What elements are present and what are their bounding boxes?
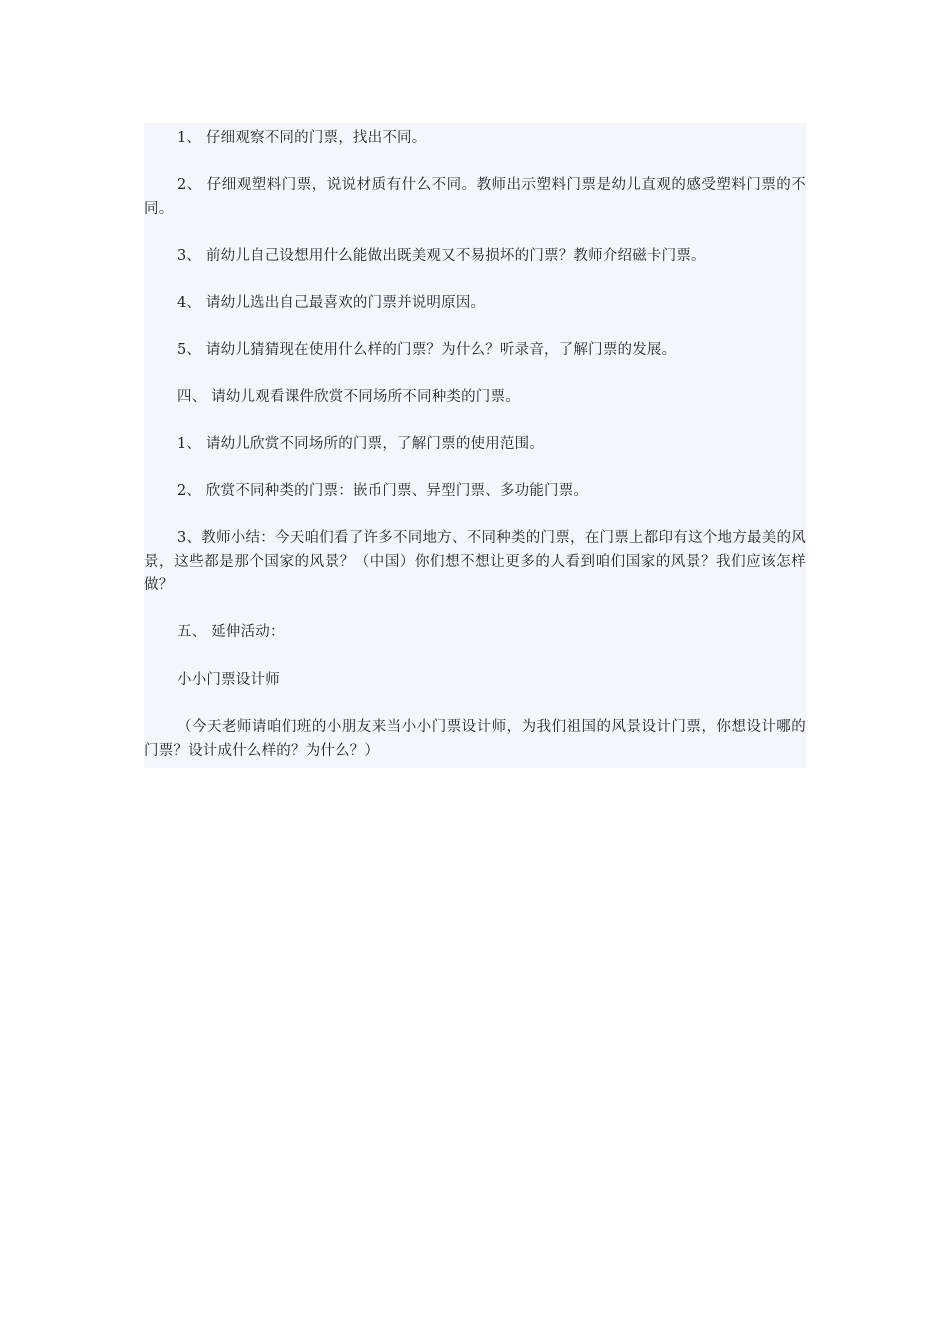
section-heading-four: 四、 请幼儿观看课件欣赏不同场所不同种类的门票。 bbox=[177, 389, 520, 405]
paragraph-design-idea: 3、 前幼儿自己设想用什么能做出既美观又不易损坏的门票？教师介绍磁卡门票。 bbox=[177, 248, 706, 264]
paragraph-venue-tickets: 1、 请幼儿欣赏不同场所的门票，了解门票的使用范围。 bbox=[177, 436, 545, 452]
document-body bbox=[144, 123, 806, 768]
activity-title: 小小门票设计师 bbox=[177, 672, 280, 688]
paragraph-activity-description: （今天老师请咱们班的小朋友来当小小门票设计师，为我们祖国的风景设计门票，你想设计哪的门票？设计成什么样的？为什么？） bbox=[144, 719, 806, 759]
paragraph-plastic-tickets: 2、 仔细观塑料门票，说说材质有什么不同。教师出示塑料门票是幼儿直观的感受塑料门票的不同。 bbox=[144, 177, 806, 217]
paragraph-observe-tickets: 1、 仔细观察不同的门票，找出不同。 bbox=[177, 130, 427, 146]
section-heading-five: 五、 延伸活动： bbox=[177, 624, 285, 640]
paragraph-current-tickets: 5、 请幼儿猜猜现在使用什么样的门票？为什么？听录音，了解门票的发展。 bbox=[177, 342, 677, 358]
paragraph-ticket-types: 2、 欣赏不同种类的门票：嵌币门票、异型门票、多功能门票。 bbox=[177, 483, 589, 499]
paragraph-teacher-summary: 3、教师小结：今天咱们看了许多不同地方、不同种类的门票，在门票上都印有这个地方最美的风景，这些都是那个国家的风景？（中国）你们想不想让更多的人看到咱们国家的风景？我们应该怎样做？ bbox=[144, 530, 806, 593]
paragraph-favorite-ticket: 4、 请幼儿选出自己最喜欢的门票并说明原因。 bbox=[177, 295, 486, 311]
